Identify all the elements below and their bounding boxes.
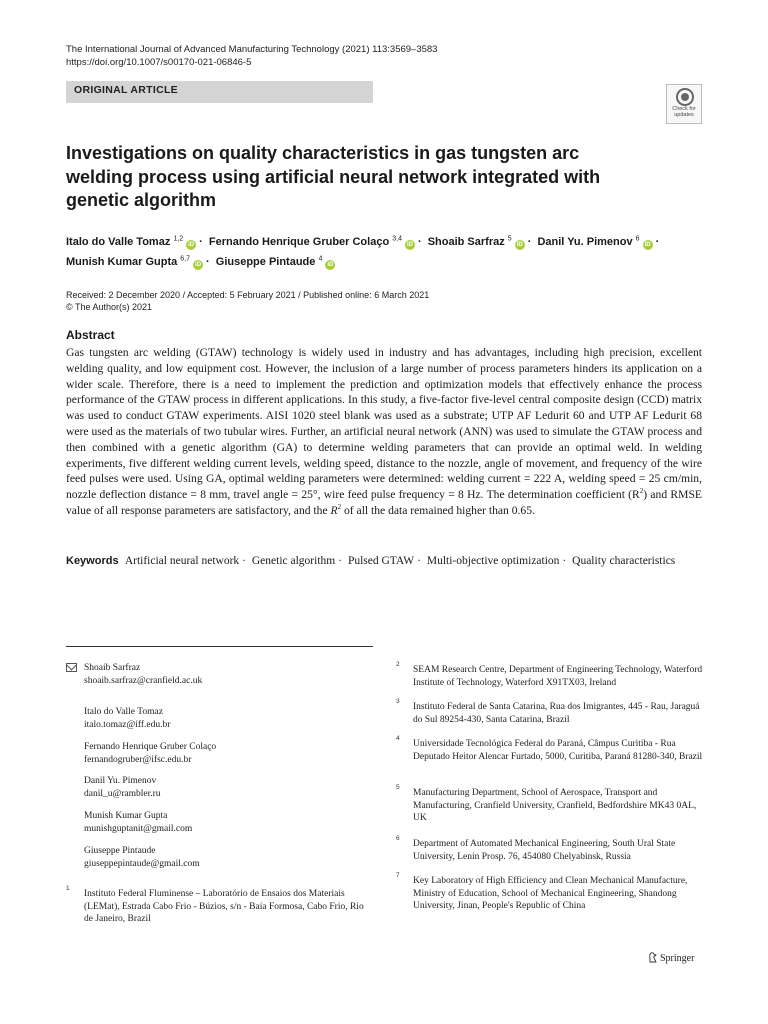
corr-email[interactable]: munishguptanit@gmail.com [84, 823, 193, 834]
corr-name: Giuseppe Pintaude [84, 846, 156, 856]
orcid-icon[interactable]: iD [644, 241, 651, 248]
keyword: Pulsed GTAW [347, 555, 415, 567]
author[interactable]: Italo do Valle Tomaz $^{1,2}$iD [66, 235, 195, 248]
orcid-icon[interactable]: iD [406, 241, 413, 248]
abstract-heading: Abstract [66, 328, 115, 342]
publisher-logo [648, 952, 694, 964]
corr-email[interactable]: italo.tomaz@iff.edu.br [84, 719, 171, 730]
keyword: Multi-objective optimization [426, 555, 560, 567]
corr-email[interactable]: shoaib.sarfraz@cranfield.ac.uk [84, 675, 203, 686]
keyword: Genetic algorithm [251, 555, 336, 567]
check-updates-text: Check for updates [672, 106, 696, 118]
envelope-icon [66, 663, 77, 672]
correspondence-entry [84, 662, 202, 687]
article-type-label: ORIGINAL ARTICLE [74, 84, 178, 96]
paper-title: Investigations on quality characteristics in gas tungsten arc welding process using artificial neural network integrated with genetic algorithm [66, 143, 601, 210]
affiliation: Key Laboratory of High Efficiency and Clean Mechanical Manufacture, Ministry of Education, School of Mechanical Engineering, Shandong University, Jinan, People's Republic of China [413, 876, 688, 911]
check-for-updates-badge[interactable] [666, 84, 702, 124]
journal-citation: The International Journal of Advanced Manufacturing Technology (2021) 113:3569–3583 [66, 44, 438, 55]
corr-email[interactable]: fernandogruber@ifsc.edu.br [84, 754, 192, 765]
author[interactable]: Fernando Henrique Gruber Colaço $^{3,4}$iD [208, 235, 413, 248]
affiliation: SEAM Research Centre, Department of Engineering Technology, Waterford Institute of Technology, Waterford X91TX03, Ireland [413, 665, 703, 688]
keyword: Quality characteristics [572, 555, 676, 567]
correspondence-entry [84, 845, 200, 870]
journal-header [66, 43, 437, 69]
affiliation: Manufacturing Department, School of Aerospace, Transport and Manufacturing, Cranfield University, Cranfield, Bedfordshire MK43 0AL, UK [413, 788, 697, 823]
corr-name: Fernando Henrique Gruber Colaço [84, 742, 217, 752]
dates-line: Received: 2 December 2020 / Accepted: 5 February 2021 / Published online: 6 March 2021 [66, 290, 430, 300]
copyright-line: © The Author(s) 2021 [66, 302, 153, 312]
correspondence-entry [84, 706, 170, 731]
corr-name: Danil Yu. Pimenov [84, 776, 157, 786]
abstract-text: Gas tungsten arc welding (GTAW) technology is widely used in industry and has advantages, including high precision, excellent welding quality, and low equipment cost. However, the inclusion of a large number of process parameters hinders its application on a wider scale. Therefore, there is a need to implement the prediction and optimization models that effectively enhance the process performance of the GTAW process in different applications. In this study, a five-factor five-level central composite design (CCD) matrix was used to conduct GTAW experiments. AISI 1020 steel blank was used as a substrate; UTP AF Ledurit 60 and UTP AF Ledurit 68 were used as the materials of two tubular wires. Further, an artificial neural network (ANN) was used to simulate the GTAW process and then combined with a genetic algorithm (GA) to determine welding parameters that can provide an optimal weld. In welding experiments, five different welding current levels, welding speed, distance to the nozzle, angle of movement, and frequency of the wire feed pulses were used. Using GA, optimal welding parameters were determined: welding current = 222 A, welding speed = 25 cm/min, nozzle deflection distance = 8 mm, travel angle = 25°, wire feed pulse frequency = 8 Hz. The determination coefficient $(R^2)$ and RMSE value of all response parameters are satisfactory, and the $R^2$ of all the data remained higher than 0.65. [66, 346, 703, 517]
orcid-icon[interactable]: iD [327, 262, 334, 269]
affiliation-number: 4 [396, 735, 400, 742]
springer-horse-icon [648, 952, 657, 963]
footnote-divider [66, 646, 373, 647]
correspondence-entry [84, 775, 161, 800]
keyword: Artificial neural network [124, 555, 240, 567]
correspondence-entry [84, 810, 192, 835]
keywords: Keywords Artificial neural network · Genetic algorithm · Pulsed GTAW · Multi-objective optimization · Quality characteristics [66, 555, 676, 567]
affiliation-number: 3 [396, 698, 400, 705]
affiliation-number: 1 [66, 885, 70, 892]
affiliation: Universidade Tecnológica Federal do Paraná, Câmpus Curitiba - Rua Deputado Heitor Alencar Furtado, 5000, Curitiba, Paraná 81280-340, Brazil [413, 739, 703, 762]
author[interactable]: Giuseppe Pintaude $^4$iD [215, 255, 334, 269]
publication-dates [66, 289, 429, 313]
affiliation: Instituto Federal Fluminense – Laboratório de Ensaios dos Materiais (LEMat), Estrada Cabo Frio - Búzios, s/n - Baía Formosa, Cabo Frio, Rio de Janeiro, Brazil [84, 889, 364, 924]
author[interactable]: Shoaib Sarfraz $^5$iD [427, 235, 523, 248]
affiliation: Department of Automated Mechanical Engineering, South Ural State University, Lenin Prosp. 76, 454080 Chelyabinsk, Russia [413, 839, 676, 862]
article-type-bar [66, 81, 373, 103]
author[interactable]: Danil Yu. Pimenov $^6$iD [537, 235, 651, 248]
crossmark-icon [676, 88, 694, 106]
corr-email[interactable]: danil_u@rambler.ru [84, 788, 161, 799]
orcid-icon[interactable]: iD [516, 241, 523, 248]
corr-name: Shoaib Sarfraz [84, 663, 141, 673]
corr-name: Munish Kumar Gupta [84, 811, 168, 821]
doi-link[interactable]: https://doi.org/10.1007/s00170-021-06846-5 [66, 57, 252, 68]
affiliation-number: 7 [396, 872, 400, 879]
orcid-icon[interactable]: iD [195, 262, 202, 269]
publisher-name: Springer [660, 953, 695, 964]
correspondence-entry [84, 741, 216, 766]
affiliation: Instituto Federal de Santa Catarina, Rua dos Imigrantes, 445 - Rau, Jaraguá do Sul 89254-430, Santa Catarina, Brazil [413, 702, 700, 725]
affiliation-number: 5 [396, 784, 400, 791]
corr-email[interactable]: giuseppepintaude@gmail.com [84, 858, 200, 869]
affiliation-number: 2 [396, 661, 400, 668]
corr-name: Italo do Valle Tomaz [84, 707, 163, 717]
orcid-icon[interactable]: iD [188, 241, 195, 248]
author[interactable]: Munish Kumar Gupta $^{6,7}$iD [66, 255, 202, 269]
keywords-label: Keywords [66, 555, 119, 567]
author-list: Italo do Valle Tomaz $^{1,2}$iD · Fernando Henrique Gruber Colaço $^{3,4}$iD · Shoaib Sarfraz $^5$iD · Danil Yu. Pimenov $^6$iD · Munish Kumar Gupta $^{6,7}$iD · Giuseppe Pintaude $^4$iD [66, 235, 660, 269]
affiliation-number: 6 [396, 835, 400, 842]
